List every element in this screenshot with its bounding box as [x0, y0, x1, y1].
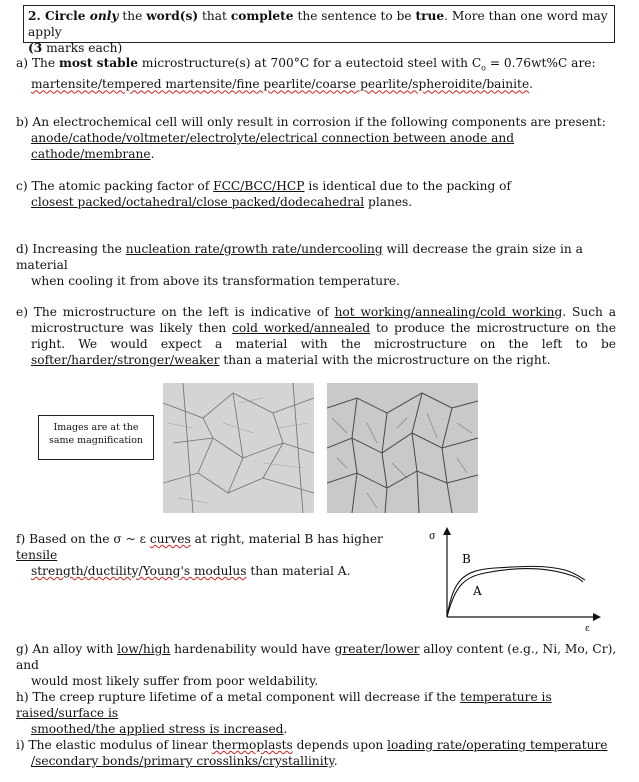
qi-thermoplasts: thermoplasts — [211, 738, 293, 752]
qb-pre: b) An electrochemical cell will only result in corrosion if the following components are present: — [16, 115, 606, 129]
heading-mid2: that — [198, 9, 231, 23]
qf-end: than material A. — [246, 564, 351, 578]
qe-options-process[interactable]: cold worked/annealed — [232, 321, 371, 335]
heading-lead: 2. Circle — [28, 9, 90, 23]
qa-post2: = 0.76wt%C are: — [485, 56, 596, 70]
qg-line2: would most likely suffer from poor weldability. — [31, 674, 319, 688]
heading-mid1: the — [118, 9, 147, 23]
curve-b-label: B — [462, 552, 471, 566]
qi-end: . — [333, 754, 338, 768]
qb-end: . — [150, 147, 155, 161]
x-axis-arrow — [593, 613, 601, 621]
qi-mid: depends upon — [292, 738, 388, 752]
y-axis-arrow — [443, 527, 451, 535]
curve-b-line — [447, 569, 583, 617]
qf-mid: at right, material B has higher — [190, 532, 383, 546]
qf-pre: f) Based on the σ ~ ε — [16, 532, 150, 546]
qh-end: . — [283, 722, 288, 736]
qd-options[interactable]: nucleation rate/growth rate/undercooling — [125, 242, 383, 256]
question-d — [16, 241, 622, 289]
qe-pre: e) The microstructure on the left is indicative of — [16, 305, 335, 319]
qd-pre: d) Increasing the — [16, 242, 126, 256]
qh-options-line1[interactable]: temperature is raised/surface is — [16, 690, 552, 720]
heading-words: word(s) — [146, 9, 199, 23]
instructions-line1 — [28, 8, 610, 40]
caption-line2: same magnification — [48, 435, 144, 446]
qi-pre: i) The elastic modulus of linear — [16, 738, 212, 752]
microstructure-left-texture — [163, 383, 314, 513]
qg-options-content[interactable]: greater/lower — [334, 642, 420, 656]
qe-options-working[interactable]: hot working/annealing/cold working — [334, 305, 563, 319]
y-axis-label: σ — [429, 531, 436, 542]
qe-end: than a material with the microstructure on the right. — [219, 353, 551, 367]
qa-end: . — [529, 77, 534, 92]
qg-post: alloy content (e.g., Ni, Mo, Cr), and — [16, 642, 617, 672]
qi-options-line1[interactable]: loading rate/operating temperature — [387, 738, 608, 752]
instructions-box — [23, 5, 615, 55]
qf-curves: curves — [149, 532, 191, 546]
qc-options-planes[interactable]: closest packed/octahedral/close packed/dodecahedral — [31, 195, 365, 209]
magnification-caption — [38, 415, 154, 460]
qh-options-line2[interactable]: smoothed/the applied stress is increased — [31, 722, 284, 736]
qa-post: microstructure(s) at 700°C for a eutectoid steel with C — [138, 56, 482, 70]
qg-pre: g) An alloy with — [16, 642, 118, 656]
heading-complete: complete — [230, 9, 294, 23]
qh-pre: h) The creep rupture lifetime of a metal component will decrease if the — [16, 690, 461, 704]
heading-marks-rest: marks each) — [42, 41, 123, 55]
qc-pre: c) The atomic packing factor of — [16, 179, 214, 193]
qe-mid1: . Such a microstructure was likely then — [31, 305, 616, 335]
qa-bold: most stable — [58, 56, 139, 70]
qc-end: planes. — [364, 195, 413, 209]
question-i — [16, 737, 622, 769]
qa-pre: a) The — [16, 56, 59, 70]
qg-mid: hardenability would have — [170, 642, 335, 656]
qe-options-property[interactable]: softer/harder/stronger/weaker — [31, 353, 220, 367]
question-f — [16, 531, 416, 579]
question-g — [16, 641, 622, 689]
curve-a — [447, 566, 585, 617]
heading-tail: . More than one word may apply — [28, 9, 608, 39]
qf-options-property[interactable]: strength/ductility/Young's modulus — [31, 564, 247, 578]
heading-marks: (3 — [28, 41, 43, 55]
qf-options-tensile[interactable]: tensile — [16, 548, 58, 562]
qg-options-hardenability[interactable]: low/high — [117, 642, 171, 656]
qb-options[interactable]: anode/cathode/voltmeter/electrolyte/electrical connection between anode and cathode/membrane — [31, 131, 515, 161]
qa-options[interactable]: martensite/tempered martensite/fine pearlite/coarse pearlite/spheroidite/bainite — [31, 77, 530, 92]
stress-strain-graph — [425, 525, 605, 635]
heading-only: only — [89, 9, 119, 23]
qi-options-line2[interactable]: /secondary bonds/primary crosslinks/crystallinity — [31, 754, 334, 768]
qa-sub: o — [481, 63, 486, 73]
qd-post: will decrease the grain size in a material — [16, 242, 583, 272]
x-axis-label: ε — [585, 624, 590, 634]
qd-line2: when cooling it from above its transformation temperature. — [31, 274, 400, 288]
microstructure-left-image — [163, 383, 314, 513]
question-c — [16, 178, 622, 210]
curve-a-label: A — [473, 584, 482, 598]
qc-options-structure[interactable]: FCC/BCC/HCP — [213, 179, 305, 193]
heading-mid3: the sentence to be — [293, 9, 416, 23]
qc-mid: is identical due to the packing of — [304, 179, 512, 193]
qe-mid2: to produce the microstructure on the right. We would expect a material with the microstructure on the left to be — [31, 321, 616, 351]
question-h — [16, 689, 622, 737]
instructions-line2 — [28, 40, 610, 56]
caption-line1: Images are at the — [53, 422, 139, 433]
question-e — [16, 304, 616, 368]
microstructure-right-texture — [327, 383, 478, 513]
heading-true: true — [415, 9, 445, 23]
microstructure-right-image — [327, 383, 478, 513]
question-a — [16, 55, 622, 92]
question-b — [16, 114, 622, 162]
